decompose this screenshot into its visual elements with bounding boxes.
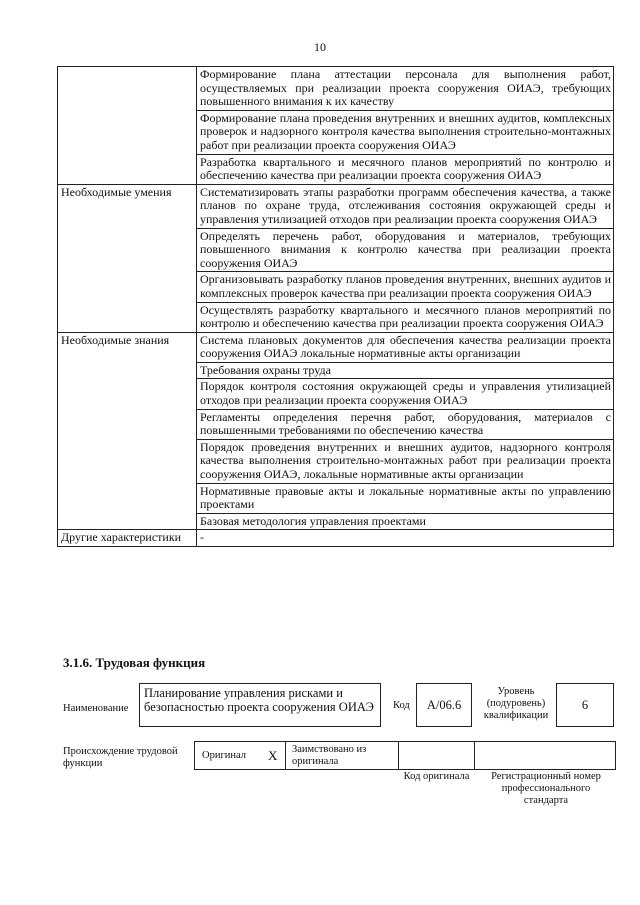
- original-label: Оригинал: [202, 750, 246, 761]
- code-value: A/06.6: [426, 697, 462, 712]
- code-box: [416, 683, 472, 727]
- page-number: 10: [314, 40, 326, 54]
- reg-number-caption: Регистрационный номер профессионального стандарта: [491, 771, 601, 806]
- row-item: Базовая методология управления проектами: [197, 513, 614, 530]
- table-row: [58, 530, 614, 547]
- row-item: Разработка квартального и месячного планов мероприятий по контролю и обеспечению качества при реализации проекта сооружения ОИАЭ: [197, 154, 614, 184]
- name-label: Наименование: [63, 703, 129, 714]
- row-item: Порядок проведения внутренних и внешних аудитов, надзорного контроля качества выполнения строительно-монтажных работ при реализации проекта сооружения ОИАЭ, локальные нормативные акты организации: [197, 439, 614, 483]
- row-label: [58, 67, 197, 185]
- table-row: [58, 184, 614, 228]
- borrowed-cell: [285, 741, 399, 770]
- table-row: [58, 67, 614, 111]
- table-row: [58, 332, 614, 362]
- original-cell: [194, 741, 286, 770]
- row-label: Необходимые знания: [58, 332, 197, 530]
- level-value: 6: [581, 697, 589, 712]
- code-original-cell: [398, 741, 475, 770]
- row-item: Формирование плана аттестации персонала для выполнения работ, осуществляемых при реализации проекта сооружения ОИАЭ, требующих повышенного внимания к их качеству: [197, 67, 614, 111]
- level-box: [556, 683, 614, 727]
- origin-label: Происхождение трудовой функции: [63, 746, 178, 769]
- row-item: Формирование плана проведения внутренних и внешних аудитов, комплексных проверок и надзорного контроля качества выполнения строительно-монтажных работ при реализации проекта сооружения ОИАЭ: [197, 110, 614, 154]
- function-name: Планирование управления рисками и безопасностью проекта сооружения ОИАЭ: [144, 686, 374, 714]
- borrowed-label: Заимствовано из оригинала: [292, 744, 367, 767]
- section-title: 3.1.6. Трудовая функция: [63, 655, 206, 670]
- row-item: Система плановых документов для обеспечения качества реализации проекта сооружения ОИАЭ локальные нормативные акты организации: [197, 332, 614, 362]
- requirements-table: [57, 66, 614, 547]
- code-label: Код: [393, 700, 410, 711]
- row-item: Порядок контроля состояния окружающей среды и управления утилизацией отходов при реализации проекта сооружения ОИАЭ: [197, 379, 614, 409]
- row-label: Другие характеристики: [58, 530, 197, 547]
- row-label: Необходимые умения: [58, 184, 197, 332]
- row-item: Регламенты определения перечня работ, оборудования, материалов с повышенными требованиями по обеспечению качества: [197, 409, 614, 439]
- row-item: Определять перечень работ, оборудования и материалов, требующих повышенного внимания к контролю качества при реализации проекта сооружения ОИАЭ: [197, 228, 614, 272]
- level-label: Уровень (подуровень) квалификации: [483, 686, 549, 721]
- row-item: Осуществлять разработку квартального и месячного планов мероприятий по контролю и обеспечению качества при реализации проекта сооружения ОИАЭ: [197, 302, 614, 332]
- row-item: Организовывать разработку планов проведения внутренних, внешних аудитов и комплексных проверок качества при реализации проекта сооружения ОИАЭ: [197, 272, 614, 302]
- row-item: Нормативные правовые акты и локальные нормативные акты по управлению проектами: [197, 483, 614, 513]
- reg-number-cell: [474, 741, 616, 770]
- row-item: Систематизировать этапы разработки программ обеспечения качества, а также планов по охране труда, отслеживания состояния окружающей среды и управления утилизацией отходов при реализации проекта сооружения ОИАЭ: [197, 184, 614, 228]
- row-item: -: [197, 530, 614, 547]
- code-original-caption: Код оригинала: [403, 771, 470, 782]
- row-item: Требования охраны труда: [197, 362, 614, 379]
- function-name-box: [139, 683, 381, 727]
- original-mark: X: [268, 748, 278, 763]
